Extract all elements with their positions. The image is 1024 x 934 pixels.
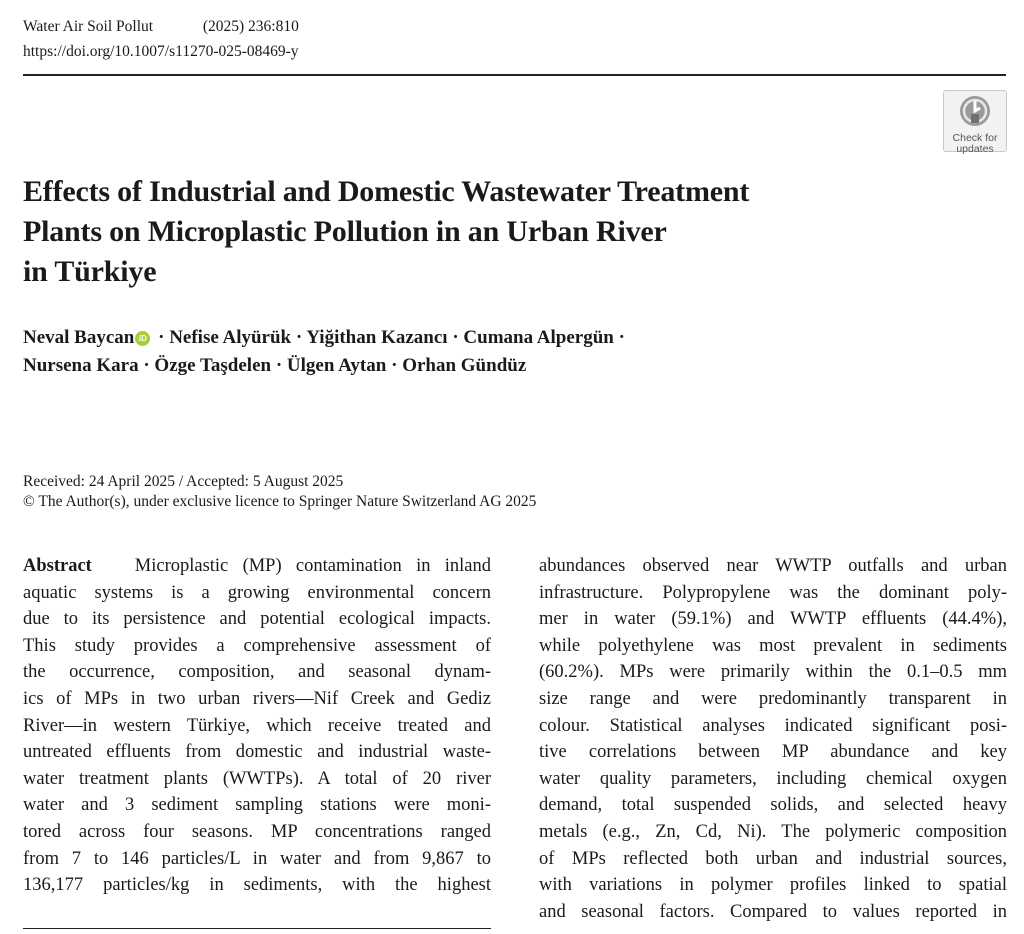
title-line: in Türkiye — [23, 255, 157, 288]
author-name[interactable]: Orhan Gündüz — [402, 355, 527, 376]
author-separator: · — [386, 355, 403, 376]
abstract-line: water treatment plants (WWTPs). A total of 20 river — [23, 768, 491, 789]
author-separator: · — [613, 327, 625, 348]
abstract-line: demand, total suspended solids, and selected heavy — [539, 795, 1007, 816]
author-line-1 — [23, 324, 823, 352]
abstract-line: metals (e.g., Zn, Cd, Ni). The polymeric composition — [539, 821, 1007, 842]
abstract-line: (60.2%). MPs were primarily within the 0.1–0.5 mm — [539, 662, 1007, 683]
abstract-line: tored across four seasons. MP concentrations ranged — [23, 821, 491, 842]
abstract-line: Microplastic (MP) contamination in inland — [134, 556, 492, 576]
abstract-line: River—in western Türkiye, which receive treated and — [23, 715, 491, 736]
author-separator: · — [271, 355, 287, 376]
abstract-line: with variations in polymer profiles linked to spatial — [539, 875, 1007, 896]
author-separator: · — [291, 327, 307, 348]
abstract-line: 136,177 particles/kg in sediments, with the highest — [23, 875, 491, 896]
abstract-line: mer in water (59.1%) and WWTP effluents (44.4%), — [539, 609, 1007, 630]
abstract-line: water and 3 sediment sampling stations were moni- — [23, 795, 491, 816]
article-dates — [23, 472, 536, 512]
badge-label-2: updates — [956, 143, 994, 155]
badge-label-1: Check for — [952, 132, 998, 144]
abstract-line: colour. Statistical analyses indicated significant posi- — [539, 715, 1007, 736]
author-list — [23, 324, 823, 380]
article-title — [23, 172, 923, 292]
abstract-line: due to its persistence and potential ecological impacts. — [23, 609, 491, 630]
abstract-line: tive correlations between MP abundance and key — [539, 742, 1007, 763]
author-name[interactable]: Nefise Alyürük — [169, 327, 292, 348]
author-name[interactable]: Neval Baycan — [23, 327, 135, 348]
abstract-line: untreated effluents from domestic and industrial waste- — [23, 742, 491, 763]
abstract-line: abundances observed near WWTP outfalls and urban — [539, 556, 1007, 576]
author-name[interactable]: Nursena Kara — [23, 355, 139, 376]
check-for-updates-icon — [958, 94, 992, 128]
abstract-line: of MPs reflected both urban and industrial sources, — [539, 848, 1007, 869]
author-name[interactable]: Özge Taşdelen — [154, 355, 272, 376]
header-rule — [23, 74, 1006, 76]
orcid-icon[interactable]: iD — [135, 331, 150, 346]
abstract-line: from 7 to 146 particles/L in water and from 9,867 to — [23, 848, 491, 869]
title-line: Plants on Microplastic Pollution in an Urban River — [23, 215, 667, 248]
title-line: Effects of Industrial and Domestic Wastewater Treatment — [23, 175, 750, 208]
abstract-line: the occurrence, composition, and seasonal dynam- — [23, 662, 491, 683]
abstract-line: infrastructure. Polypropylene was the dominant poly- — [539, 582, 1007, 603]
abstract-line: size range and were predominantly transparent in — [539, 688, 1007, 709]
author-name[interactable]: Cumana Alpergün — [463, 327, 614, 348]
license-statement: © The Author(s), under exclusive licence to Springer Nature Switzerland AG 2025 — [23, 493, 537, 510]
author-separator: · — [138, 355, 155, 376]
abstract-left-column — [23, 553, 491, 899]
abstract-line: and seasonal factors. Compared to values reported in — [539, 901, 1007, 922]
author-separator: · — [447, 327, 464, 348]
journal-name: Water Air Soil Pollut — [23, 18, 154, 35]
abstract-heading: Abstract — [23, 556, 92, 576]
journal-citation: (2025) 236:810 — [202, 18, 299, 35]
author-name[interactable]: Ülgen Aytan — [286, 355, 387, 376]
doi-link[interactable]: https://doi.org/10.1007/s11270-025-08469-y — [23, 43, 299, 60]
author-line-2 — [23, 352, 823, 380]
abstract-line: ics of MPs in two urban rivers—Nif Creek and Gediz — [23, 688, 491, 709]
abstract-line: This study provides a comprehensive assessment of — [23, 635, 491, 656]
check-for-updates-badge[interactable] — [943, 90, 1007, 155]
abstract-line: aquatic systems is a growing environmental concern — [23, 582, 491, 603]
journal-header — [23, 17, 299, 37]
abstract-line: water quality parameters, including chemical oxygen — [539, 768, 1007, 789]
received-accepted: Received: 24 April 2025 / Accepted: 5 August 2025 — [23, 473, 344, 490]
author-name[interactable]: Yiğithan Kazancı — [306, 327, 448, 348]
abstract-line: while polyethylene was most prevalent in sediments — [539, 635, 1007, 656]
author-separator: · — [153, 327, 170, 348]
abstract-right-column — [539, 553, 1007, 925]
footnote-rule — [23, 928, 491, 929]
